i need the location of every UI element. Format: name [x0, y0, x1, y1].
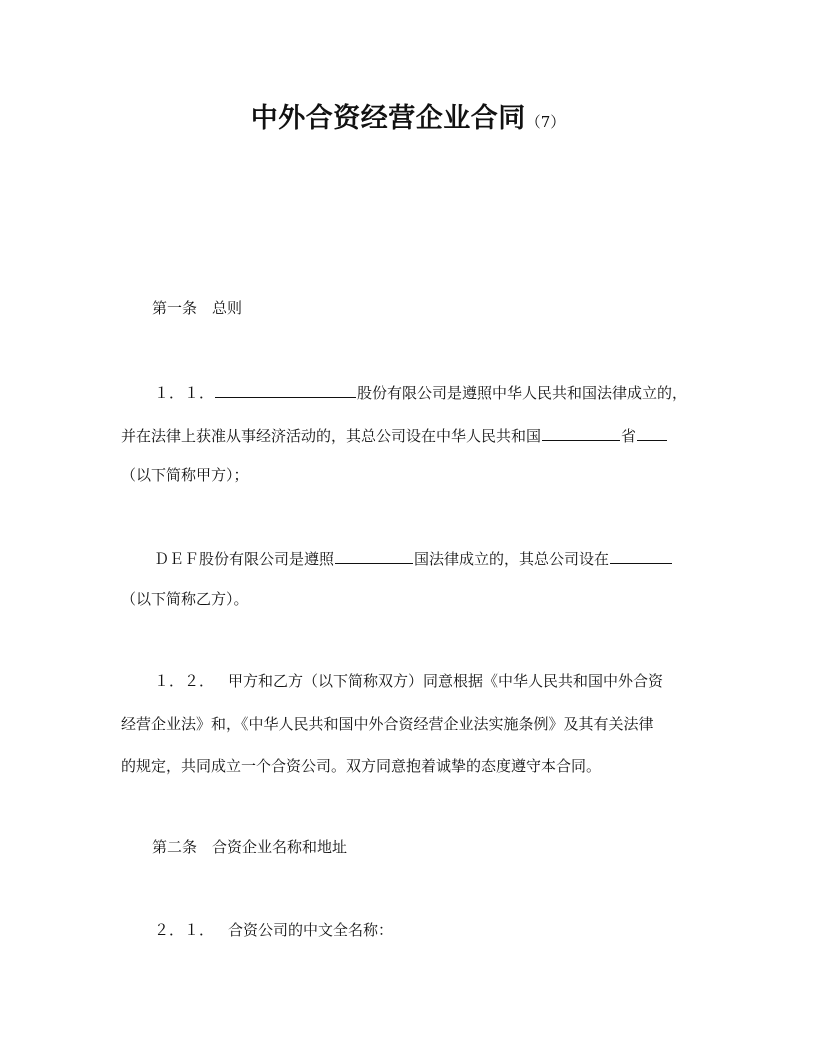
clause-2-1-number: ２．１．: [154, 921, 215, 939]
blank-country-b: [335, 547, 413, 564]
article-2-title: 合资企业名称和地址: [212, 838, 348, 856]
clause-1-1-number: １．１．: [154, 384, 215, 402]
blank-location-b: [610, 547, 672, 564]
blank-province-a: [637, 424, 667, 441]
document-title: [0, 96, 816, 135]
article-2-number: 第二条: [152, 838, 198, 856]
title-suffix: （7）: [525, 113, 566, 131]
title-main: 中外合资经营企业合同: [250, 103, 526, 134]
clause-1-1-line-1: １．１． 股份有限公司是遵照中华人民共和国法律成立的，: [154, 381, 687, 403]
clause-1-2-line-1: １．２． 甲方和乙方（以下简称双方）同意根据《中华人民共和国中外合资: [154, 672, 664, 690]
clause-1-2-line-3: 的规定，共同成立一个合资公司。双方同意抱着诚挚的态度遵守本合同。: [121, 757, 602, 775]
article-1-heading: [152, 298, 242, 318]
clause-2-1: ２．１． 合资公司的中文全名称：: [154, 921, 394, 939]
blank-company-a: [215, 381, 356, 398]
article-2-heading: [152, 837, 347, 857]
article-1-title: 总则: [212, 299, 243, 317]
blank-country-a: [542, 424, 620, 441]
party-b-line-1: ＤＥＦ股份有限公司是遵照 国法律成立的，其总公司设在: [154, 547, 673, 569]
clause-1-1-line-3: （以下简称甲方）；: [121, 466, 249, 484]
article-1-number: 第一条: [152, 299, 198, 317]
clause-1-2-line-2: 经营企业法》和，《中华人民共和国中外合资经营企业法实施条例》及其有关法律: [121, 715, 654, 733]
clause-1-1-line-2: 并在法律上获准从事经济活动的，其总公司设在中华人民共和国 省: [121, 424, 668, 446]
clause-1-2-number: １．２．: [154, 672, 215, 690]
party-b-line-2: （以下简称乙方）。: [121, 590, 249, 608]
